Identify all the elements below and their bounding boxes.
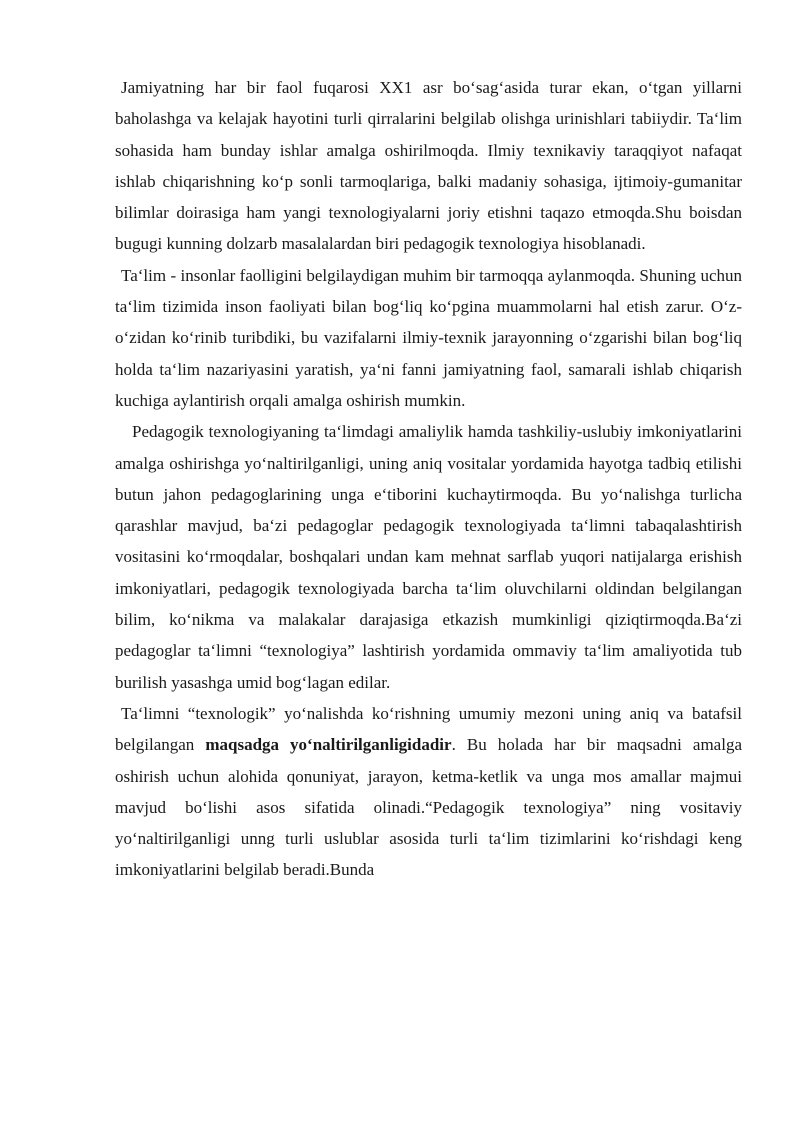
paragraph-3: Pedagogik texnologiyaning ta‘limdagi amaliylik hamda tashkiliy-uslubiy imkoniyatlarini amalga oshirishga yo‘naltirilganligi, uning aniq vositalar yordamida hayotga tadbiq etilishi butun jahon pedagoglarining unga e‘tiborini kuchaytirmoqda. Bu yo‘nalishga turlicha qarashlar mavjud, ba‘zi pedagoglar pedagogik texnologiyada ta‘limni tabaqalashtirish vositasini ko‘rmoqdalar, boshqalari undan kam mehnat sarflab yuqori natijalarga erishish imkoniyatlari, pedagogik texnologiyada barcha ta‘lim oluvchilarni oldindan belgilangan bilim, ko‘nikma va malakalar darajasiga etkazish mumkinligi qiziqtirmoqda.Ba‘zi pedagoglar ta‘limni “texnologiya” lashtirish yordamida ommaviy ta‘lim amaliyotida tub burilish yasashga umid bog‘lagan edilar.: [115, 422, 742, 692]
paragraph-4-text-start: Ta‘limni “texnologik” yo‘nalishda ko‘rishning umumiy mezoni uning aniq va batafsil belgilangan: [115, 703, 742, 755]
paragraph-4-bold-phrase: maqsadga yo‘naltirilganligidadir: [205, 735, 452, 755]
paragraph-2: Ta‘lim - insonlar faolligini belgilaydigan muhim bir tarmoqqa aylanmoqda. Shuning uchun ta‘lim tizimida inson faoliyati bilan bog‘liq ko‘pgina muammolarni hal etish zarur. O‘z-o‘zidan ko‘rinib turibdiki, bu vazifalarni ilmiy-texnik jarayonning o‘zgarishi bilan bog‘liq holda ta‘lim nazariyasini yaratish, ya‘ni fanni jamiyatning faol, samarali ishlab chiqarish kuchiga aylantirish orqali amalga oshirish mumkin.: [115, 265, 742, 410]
document-page: [115, 72, 742, 886]
paragraph-1: Jamiyatning har bir faol fuqarosi XX1 asr bo‘sag‘asida turar ekan, o‘tgan yillarni baholashga va kelajak hayotini turli qirralarini belgilab olishga urinishlari tabiiydir. Ta‘lim sohasida ham bunday ishlar amalga oshirilmoqda. Ilmiy texnikaviy taraqqiyot nafaqat ishlab chiqarishning ko‘p sonli tarmoqlariga, balki madaniy sohasiga, ijtimoiy-gumanitar bilimlar doirasiga ham yangi texnologiyalarni joriy etishni taqazo etmoqda.Shu boisdan bugugi kunning dolzarb masalalardan biri pedagogik texnologiya hisoblanadi.: [115, 78, 742, 254]
paragraph-4-text-end: . Bu holada har bir maqsadni amalga oshirish uchun alohida qonuniyat, jarayon, ketma-ketlik va unga mos amallar majmui mavjud bo‘lishi asos sifatida olinadi.“Pedagogik texnologiya” ning vositaviy yo‘naltirilganligi unng turli uslublar asosida turli ta‘lim tizimlarini ko‘rishdagi keng imkoniyatlarini belgilab beradi.Bunda: [115, 735, 742, 880]
paragraph-4: [115, 698, 742, 886]
